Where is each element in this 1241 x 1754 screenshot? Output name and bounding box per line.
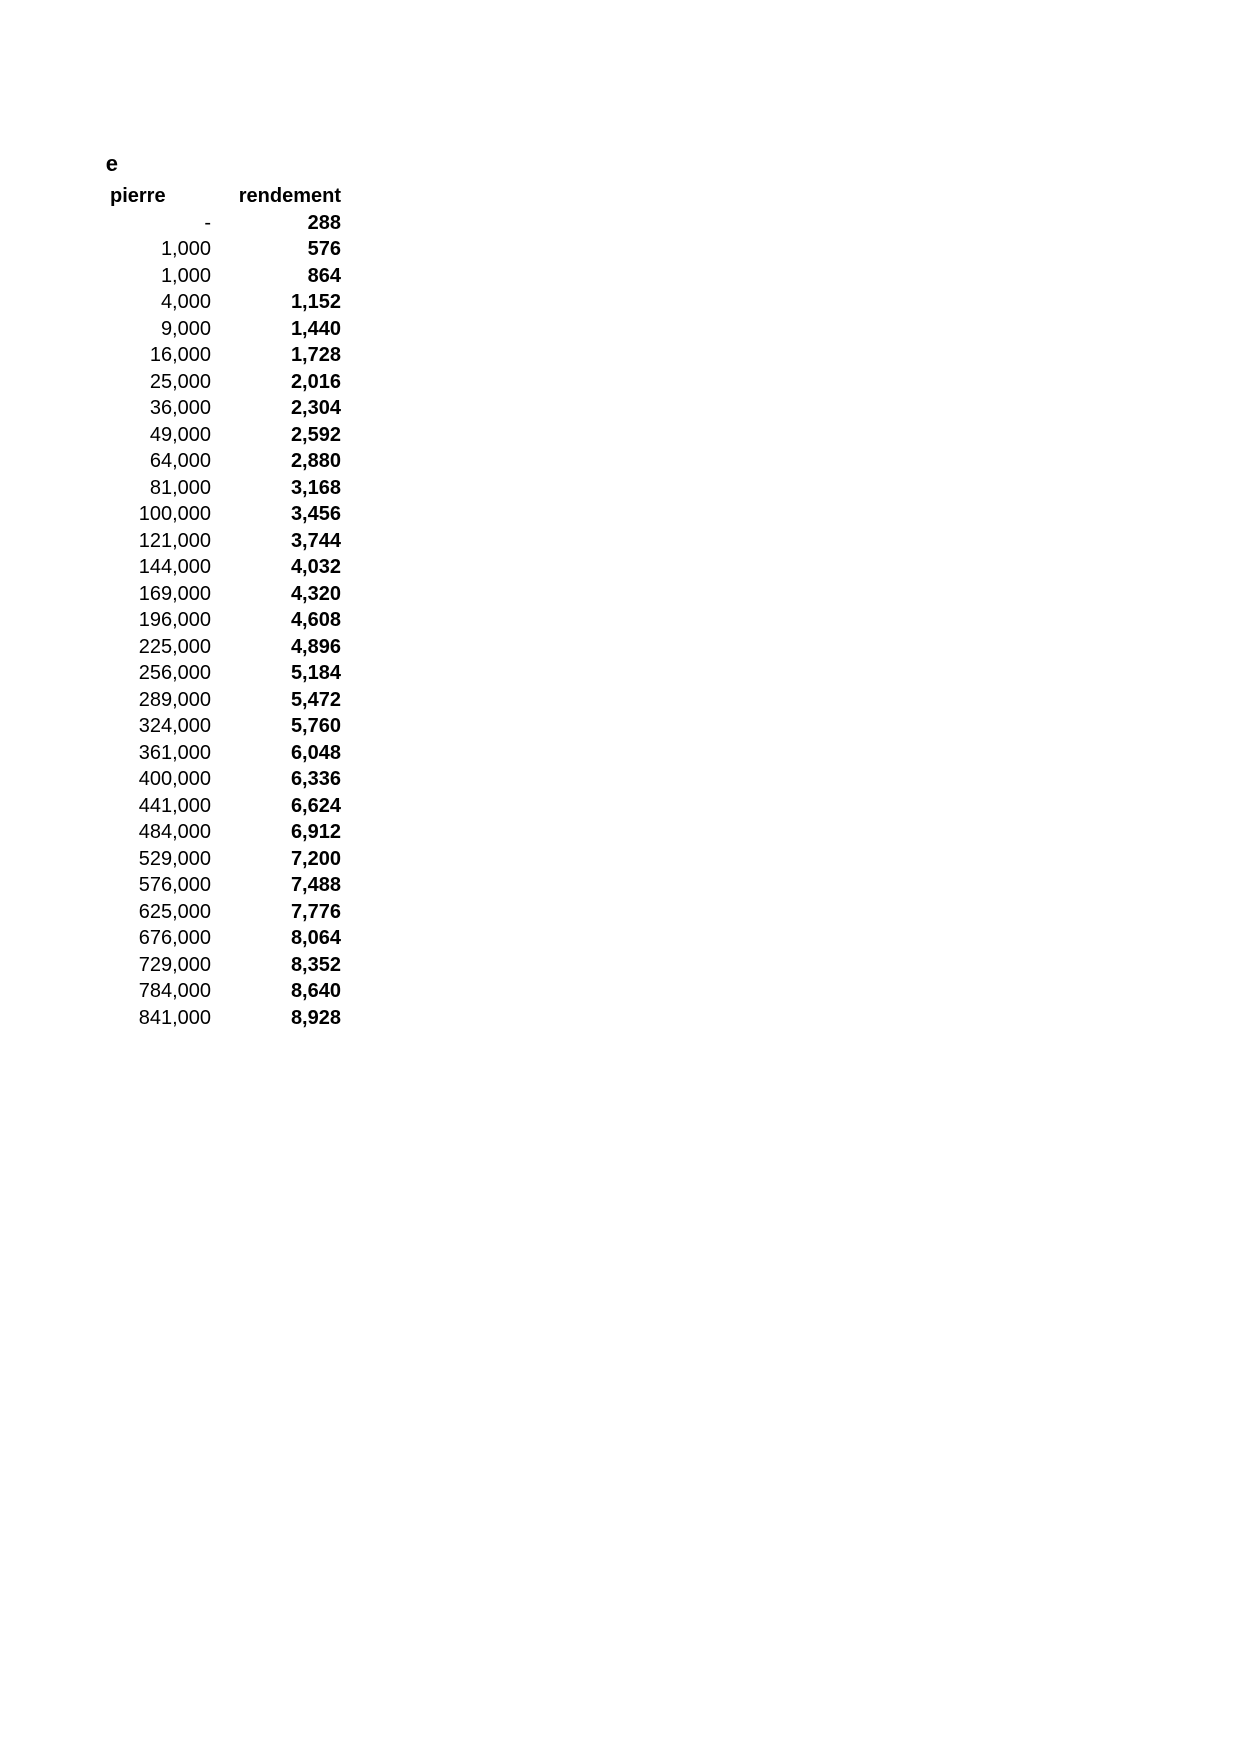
cell-rendement: 8,928 xyxy=(290,1006,341,1029)
table-row xyxy=(110,793,341,820)
cell-rendement: 8,640 xyxy=(290,980,341,1002)
cell-rendement: 4,608 xyxy=(290,609,341,631)
table-row xyxy=(110,236,341,263)
cell-rendement: 3,456 xyxy=(290,503,341,525)
cell-pierre: 576,000 xyxy=(138,874,211,896)
cell-rendement: 3,168 xyxy=(290,476,341,499)
cell-rendement: 3,744 xyxy=(290,529,341,552)
column-header-rendement: rendement xyxy=(238,185,341,207)
table-row xyxy=(110,899,341,926)
cell-pierre: 256,000 xyxy=(138,662,211,684)
table-row xyxy=(110,634,341,661)
table-row xyxy=(110,607,341,634)
cell-pierre: 81,000 xyxy=(149,476,211,499)
cell-pierre: 49,000 xyxy=(149,423,211,446)
cell-pierre: 361,000 xyxy=(138,741,211,764)
cell-rendement: 5,472 xyxy=(290,688,341,711)
cell-rendement: 1,440 xyxy=(290,317,341,340)
cell-rendement: 5,184 xyxy=(290,662,341,684)
table-row xyxy=(110,448,341,475)
cell-pierre: 9,000 xyxy=(160,317,211,340)
cell-rendement: 864 xyxy=(307,264,341,287)
cell-pierre: 36,000 xyxy=(149,397,211,419)
table-row xyxy=(110,475,341,502)
cell-rendement: 4,320 xyxy=(290,582,341,605)
cell-pierre: 441,000 xyxy=(138,794,211,817)
table-row xyxy=(110,342,341,369)
cell-rendement: 576 xyxy=(307,238,341,260)
cell-pierre: 625,000 xyxy=(138,900,211,923)
clipped-title xyxy=(105,151,118,176)
cell-pierre: 4,000 xyxy=(160,291,211,313)
table-row xyxy=(110,263,341,290)
cell-pierre: 225,000 xyxy=(138,635,211,658)
cell-rendement: 5,760 xyxy=(290,715,341,737)
table-row xyxy=(110,501,341,528)
cell-pierre: 529,000 xyxy=(138,847,211,870)
cell-rendement: 4,896 xyxy=(290,635,341,658)
table-row xyxy=(110,846,341,873)
cell-pierre: 196,000 xyxy=(138,609,211,631)
cell-pierre: 729,000 xyxy=(138,953,211,976)
table-row xyxy=(110,925,341,952)
cell-pierre: 324,000 xyxy=(138,715,211,737)
table-row xyxy=(110,210,341,237)
table-row xyxy=(110,819,341,846)
cell-rendement: 2,016 xyxy=(290,370,341,393)
cell-pierre: 784,000 xyxy=(138,980,211,1002)
cell-rendement: 8,064 xyxy=(290,927,341,949)
cell-rendement: 4,032 xyxy=(290,556,341,578)
cell-rendement: 6,048 xyxy=(290,741,341,764)
cell-rendement: 2,304 xyxy=(290,397,341,419)
cell-pierre: 400,000 xyxy=(138,768,211,790)
table-row xyxy=(110,740,341,767)
table-row xyxy=(110,581,341,608)
table-body xyxy=(110,210,341,1032)
table-row xyxy=(110,660,341,687)
cell-rendement: 2,592 xyxy=(290,423,341,446)
data-table xyxy=(110,183,341,1031)
cell-pierre: 289,000 xyxy=(138,688,211,711)
cell-pierre: 25,000 xyxy=(149,370,211,393)
header-row xyxy=(110,183,341,210)
cell-pierre: 121,000 xyxy=(138,529,211,552)
cell-rendement: 6,336 xyxy=(290,768,341,790)
table-row xyxy=(110,978,341,1005)
cell-rendement: 1,152 xyxy=(290,291,341,313)
table-row xyxy=(110,289,341,316)
cell-rendement: 2,880 xyxy=(290,450,341,472)
cell-rendement: 7,488 xyxy=(290,874,341,896)
clipped-title-text: e xyxy=(105,151,118,176)
table-row xyxy=(110,422,341,449)
cell-pierre: 841,000 xyxy=(138,1006,211,1029)
table-row xyxy=(110,554,341,581)
cell-pierre: 484,000 xyxy=(138,821,211,843)
cell-pierre: 676,000 xyxy=(138,927,211,949)
cell-pierre: 169,000 xyxy=(138,582,211,605)
cell-pierre: 1,000 xyxy=(160,264,211,287)
table-row xyxy=(110,369,341,396)
table-row xyxy=(110,395,341,422)
cell-pierre: 64,000 xyxy=(149,450,211,472)
cell-rendement: 288 xyxy=(307,211,341,234)
cell-pierre: 100,000 xyxy=(138,503,211,525)
table-row xyxy=(110,1005,341,1032)
table-row xyxy=(110,872,341,899)
table-row xyxy=(110,687,341,714)
cell-pierre: 16,000 xyxy=(149,344,211,366)
table-row xyxy=(110,713,341,740)
cell-pierre: 1,000 xyxy=(160,238,211,260)
table-row xyxy=(110,766,341,793)
table-row xyxy=(110,528,341,555)
cell-rendement: 6,912 xyxy=(290,821,341,843)
cell-pierre: 144,000 xyxy=(138,556,211,578)
cell-rendement: 7,776 xyxy=(290,900,341,923)
cell-rendement: 8,352 xyxy=(290,953,341,976)
cell-rendement: 6,624 xyxy=(290,794,341,817)
table-row xyxy=(110,952,341,979)
cell-pierre: - xyxy=(204,211,211,234)
cell-rendement: 1,728 xyxy=(290,344,341,366)
table-row xyxy=(110,316,341,343)
cell-rendement: 7,200 xyxy=(290,847,341,870)
column-header-pierre: pierre xyxy=(110,185,166,207)
